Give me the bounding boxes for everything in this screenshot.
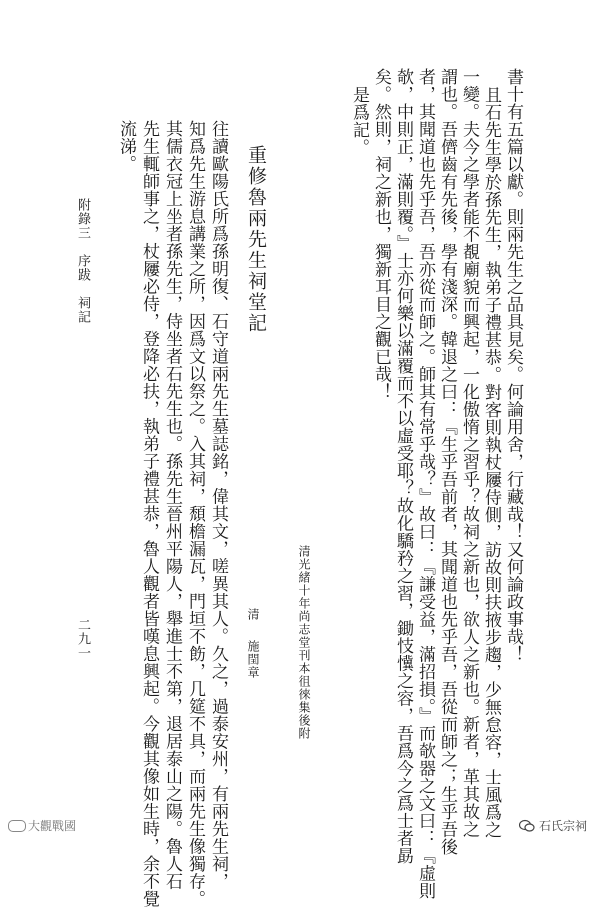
text-column: 先生輒師事之，杖屨必侍，登降必扶，執弟子禮甚恭，魯人觀者皆嘆息興起。今觀其像如生時，余不覺 [139, 120, 159, 908]
text-column: 欹，中則正，滿則覆。』士亦何樂以滿覆而不以虛受耶？故化驕矜之習，鋤忮懻之容，吾爲今之爲士者勗 [393, 68, 413, 865]
text-column: 且石先生學於孫先生，執弟子禮甚恭。對客則執杖屨侍側，訪故則扶掖步趨，少無怠容，士風爲之 [481, 86, 501, 839]
watermark-left: 大觀戰國 [28, 819, 77, 833]
watermark-logo-icon [8, 820, 26, 832]
text-column: 其儒衣冠上坐者孫先生，侍坐者石先生也。孫先生晉州平陽人，舉進士不第，退居泰山之陽。魯人石 [162, 120, 182, 890]
author-name: 施閏章 [246, 640, 260, 679]
source-note: 清光緒十年尚志堂刊本徂徠集後附 [297, 545, 311, 740]
wechat-icon [519, 819, 535, 833]
section-title: 重修魯兩先生祠堂記 [245, 145, 267, 334]
page-footer: 附錄三 序跋 祠記 [75, 198, 90, 324]
text-column: 謂也。吾儕齒有先後，學有淺深。韓退之曰：『生乎吾前者，其聞道也先乎吾，吾從而師之；生乎吾後 [437, 68, 457, 856]
text-column: 流涕。 [116, 120, 136, 173]
author-dynasty: 清 [246, 608, 260, 621]
text-column: 矣。然則，祠之新也，獨新耳目之觀已哉！ [371, 68, 391, 401]
text-column: 是爲記。 [349, 86, 369, 156]
watermark-right-text: 石氏宗祠 [538, 819, 587, 833]
text-column: 往讀歐陽氏所爲孫明復、石守道兩先生墓誌銘，偉其文，嗟異其人。久之，過泰安州，有兩先生祠， [208, 120, 228, 890]
watermark-right [519, 817, 587, 834]
text-column: 者，其聞道也先乎吾，吾亦從而師之。師其有常乎哉？』故曰：『謙受益，滿招損。』而欹器之文曰：『虛則 [415, 68, 435, 900]
text-column: 知爲先生游息講業之所，因爲文以祭之。入其祠，頹檐漏瓦，門垣不飭，几筵不具，而兩先生像獨存。 [185, 120, 205, 908]
text-column: 一變。夫今之學者能不覩廟貌而興起，一化傲惰之習乎？故祠之新也，欲人之新也。新者，革其故之 [459, 68, 479, 838]
text-column: 書十有五篇以獻。則兩先生之品具見矣。何論用舍，行藏哉！又何論政事哉！ [503, 68, 523, 663]
page-number: 二九一 [75, 618, 90, 660]
